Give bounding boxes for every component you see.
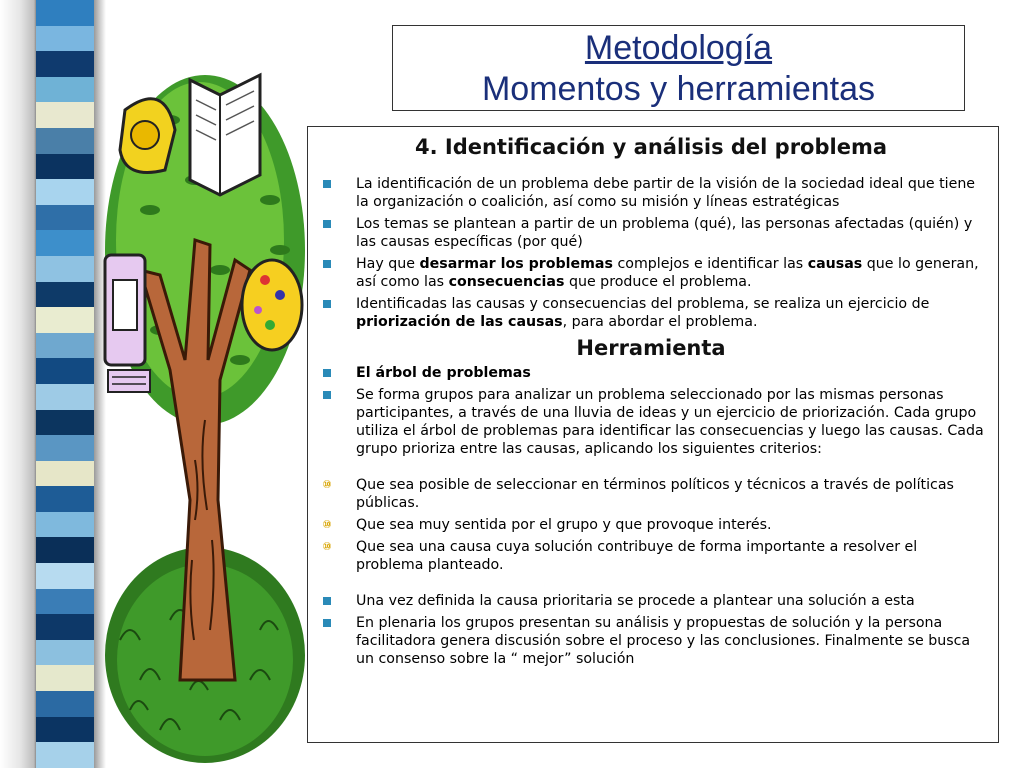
section-title: 4. Identificación y análisis del problema <box>414 135 888 159</box>
title-box <box>392 25 965 111</box>
criteria-item <box>318 476 984 512</box>
stripe-segment <box>36 307 94 333</box>
criteria-list <box>318 476 984 574</box>
bullet-item <box>318 592 984 610</box>
spacer <box>318 578 984 592</box>
square-bullet-icon <box>323 300 331 308</box>
text: Identificadas las causas y consecuencias del problema, se realiza un ejercicio de <box>356 296 930 312</box>
stripe-segment <box>36 537 94 563</box>
bold-text: desarmar los problemas <box>419 256 613 272</box>
bullet-item <box>318 614 984 668</box>
bullet-item <box>318 295 984 331</box>
stripe-segment <box>36 665 94 691</box>
stripe-segment <box>36 154 94 180</box>
stripe-segment <box>36 102 94 128</box>
bullet-item <box>318 364 984 382</box>
text: que lo generan, así como las <box>356 256 979 290</box>
stripe-segment <box>36 51 94 77</box>
tree-illustration <box>100 40 310 768</box>
text: Una vez definida la causa prioritaria se procede a plantear una solución a esta <box>356 593 915 609</box>
closing-list <box>318 592 984 668</box>
square-bullet-icon <box>323 619 331 627</box>
slide-subtitle: Momentos y herramientas <box>481 70 876 108</box>
text: La identificación de un problema debe partir de la visión de la sociedad ideal que tiene la organización o coalición, así como su misión y líneas estratégicas <box>356 176 976 210</box>
stripe-segment <box>36 205 94 231</box>
stripe-segment <box>36 589 94 615</box>
text: Hay que <box>356 256 420 272</box>
stripe-segment <box>36 384 94 410</box>
content-box <box>307 126 999 743</box>
square-bullet-icon <box>323 260 331 268</box>
text: Que sea posible de seleccionar en términos políticos y técnicos a través de políticas públicas. <box>356 477 954 511</box>
stripe-segment <box>36 486 94 512</box>
text: Los temas se plantean a partir de un problema (qué), las personas afectadas (quién) y las causas específicas (por qué) <box>356 216 973 250</box>
stripe-segment <box>36 256 94 282</box>
stripe-segment <box>36 640 94 666</box>
square-bullet-icon <box>323 391 331 399</box>
bold-text: consecuencias <box>448 274 565 290</box>
stripe-segment <box>36 691 94 717</box>
text: Que sea una causa cuya solución contribuye de forma importante a resolver el problema planteado. <box>356 539 918 573</box>
square-bullet-icon <box>323 220 331 228</box>
stripe-segment <box>36 614 94 640</box>
stripe-segment <box>36 461 94 487</box>
stripe-segment <box>36 0 94 26</box>
bullet-item <box>318 386 984 458</box>
numbered-bullet-icon: ⑩ <box>322 540 332 553</box>
stripe-segment <box>36 282 94 308</box>
slide-title: Metodología <box>584 29 773 67</box>
tree-icon <box>100 40 310 768</box>
bold-text: causas <box>807 256 863 272</box>
stripe-segment <box>36 358 94 384</box>
spacer <box>318 462 984 476</box>
text: , para abordar el problema. <box>562 314 758 330</box>
stripe-segment <box>36 333 94 359</box>
text: En plenaria los grupos presentan su análisis y propuestas de solución y la persona facilitadora genera discusión sobre el proceso y las conclusiones. Finalmente se busca un consenso sobre la “ mejor” solución <box>356 615 971 667</box>
stripe-segment <box>36 128 94 154</box>
stripe-segment <box>36 230 94 256</box>
stripe-segment <box>36 26 94 52</box>
square-bullet-icon <box>323 597 331 605</box>
stripe-segment <box>36 742 94 768</box>
square-bullet-icon <box>323 180 331 188</box>
bullet-item <box>318 175 984 211</box>
bold-text: priorización de las causas <box>356 314 563 330</box>
stripe-segment <box>36 179 94 205</box>
bold-text: El árbol de problemas <box>356 365 531 381</box>
stripe-segment <box>36 77 94 103</box>
text: complejos e identificar las <box>612 256 808 272</box>
numbered-bullet-icon: ⑩ <box>322 518 332 531</box>
text: que produce el problema. <box>564 274 752 290</box>
tool-title: Herramienta <box>576 336 726 360</box>
stripe-segment <box>36 563 94 589</box>
text: Que sea muy sentida por el grupo y que provoque interés. <box>356 517 772 533</box>
stripe-segment <box>36 435 94 461</box>
section-bullet-list <box>318 175 984 331</box>
tool-bullet-list <box>318 364 984 458</box>
criteria-item <box>318 516 984 534</box>
stripe-segment <box>36 410 94 436</box>
criteria-item <box>318 538 984 574</box>
bullet-item <box>318 215 984 251</box>
bullet-item <box>318 255 984 291</box>
square-bullet-icon <box>323 369 331 377</box>
stripe-segment <box>36 512 94 538</box>
stripe-segment <box>36 717 94 743</box>
text: Se forma grupos para analizar un problema seleccionado por las mismas personas participantes, a través de una lluvia de ideas y un ejercicio de priorización. Cada grupo utiliza el árbol de problemas para identificar las consecuencias y luego las causas. Cada grupo prioriza entre las causas, aplicando los siguientes criterios: <box>356 387 984 457</box>
decorative-stripe-bar <box>36 0 94 768</box>
numbered-bullet-icon: ⑩ <box>322 478 332 491</box>
